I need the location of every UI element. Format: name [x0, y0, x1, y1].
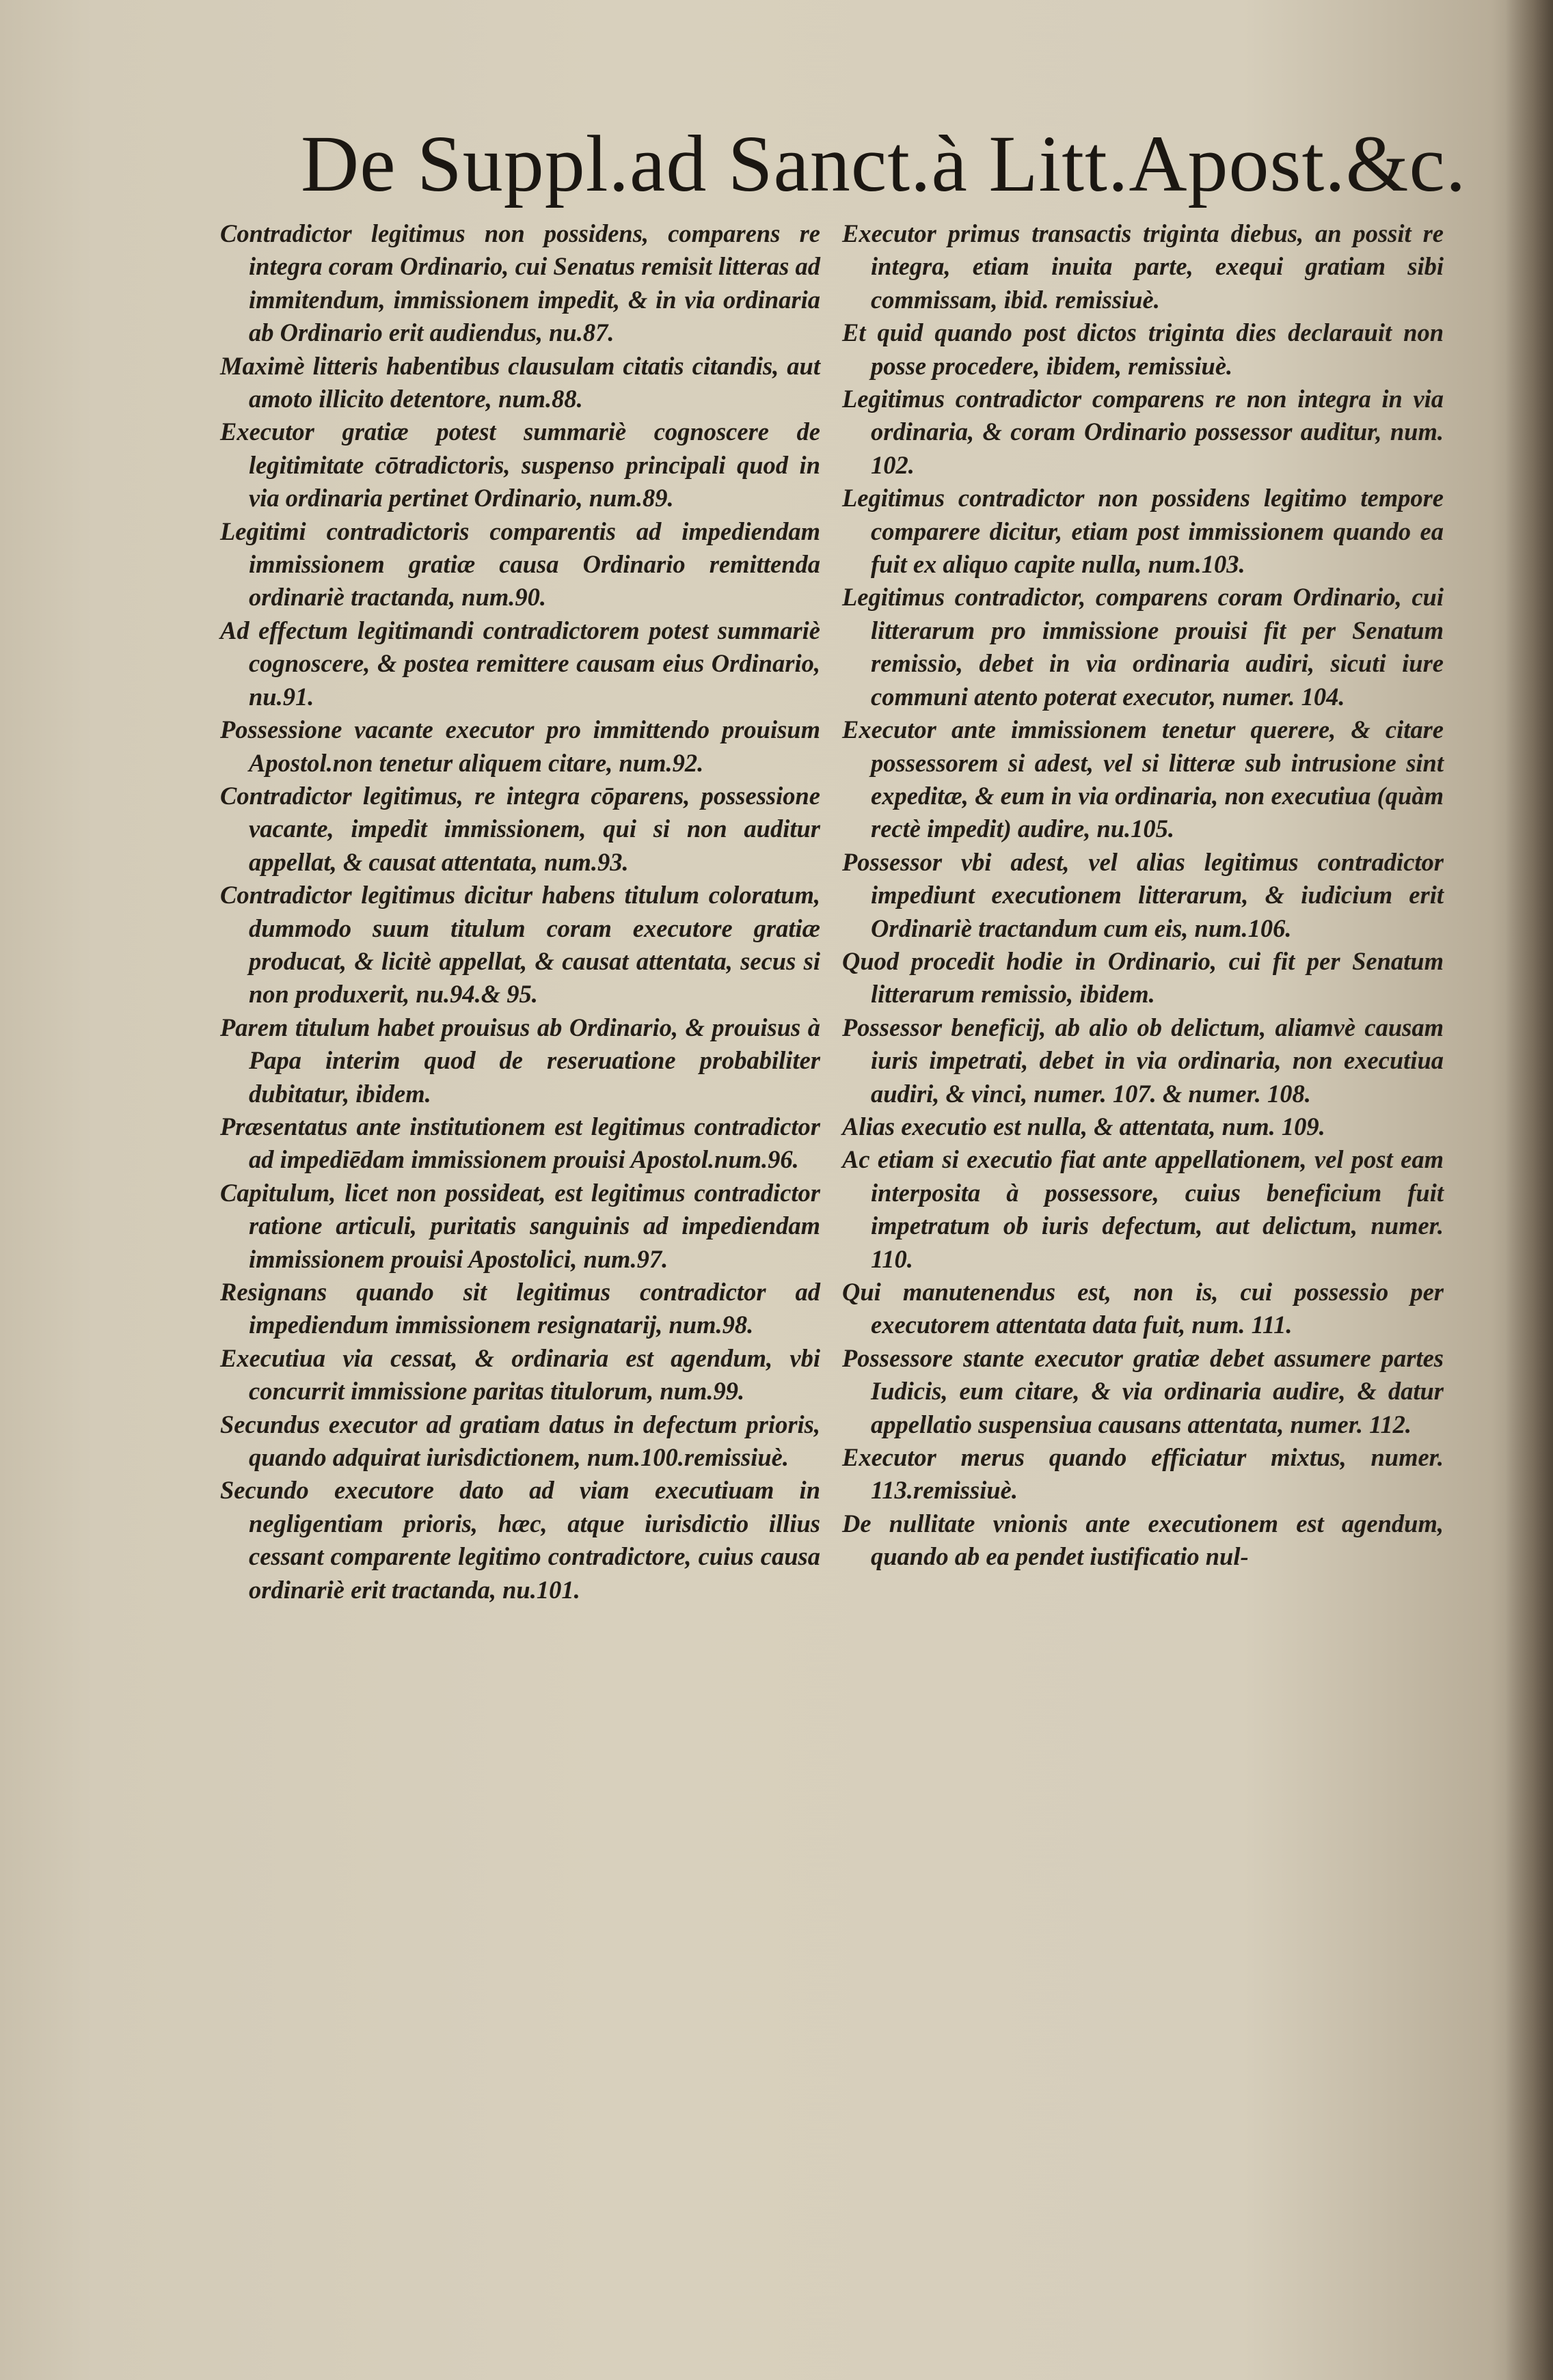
- index-entry: Contradictor legitimus, re integra cōparens, possessione vacante, impedit immissionem, qui si non auditur appellat, & causat attentata, num.93.: [220, 781, 820, 876]
- left-column: [220, 217, 820, 1606]
- index-entry: Præsentatus ante institutionem est legitimus contradictor ad impediēdam immissionem prouisi Apostol.num.96.: [220, 1112, 820, 1174]
- index-entry: Legitimi contradictoris comparentis ad impediendam immissionem gratiæ causa Ordinario remittenda ordinariè tractanda, num.90.: [220, 517, 820, 612]
- index-entry: Executor merus quando efficiatur mixtus, numer. 113.remissiuè.: [842, 1443, 1444, 1505]
- index-entry: Executor ante immissionem tenetur querere, & citare possessorem si adest, vel si litteræ sub intrusione sint expeditæ, & eum in via ordinaria, non executiua (quàm rectè impedit) audire, nu.105.: [842, 715, 1444, 843]
- index-entry: Qui manutenendus est, non is, cui possessio per executorem attentata data fuit, num. 111.: [842, 1278, 1444, 1339]
- index-entry: Ad effectum legitimandi contradictorem potest summariè cognoscere, & postea remittere causam eius Ordinario, nu.91.: [220, 616, 820, 711]
- index-entry: Possessor beneficij, ab alio ob delictum, aliamvè causam iuris impetrati, debet in via ordinaria, non executiua audiri, & vinci, numer. 107. & numer. 108.: [842, 1013, 1444, 1108]
- index-entry: Parem titulum habet prouisus ab Ordinario, & prouisus à Papa interim quod de reseruatione probabiliter dubitatur, ibidem.: [220, 1013, 820, 1108]
- index-entry: Contradictor legitimus dicitur habens titulum coloratum, dummodo suum titulum coram executore gratiæ producat, & licitè appellat, & causat attentata, secus si non produxerit, nu.94.& 95.: [220, 881, 820, 1009]
- index-entry: Maximè litteris habentibus clausulam citatis citandis, aut amoto illicito detentore, num.88.: [220, 351, 820, 413]
- index-entry: Quod procedit hodie in Ordinario, cui fit per Senatum litterarum remissio, ibidem.: [842, 946, 1444, 1009]
- index-entry: Legitimus contradictor non possidens legitimo tempore comparere dicitur, etiam post immissionem quando ea fuit ex aliquo capite nulla, num.103.: [842, 484, 1444, 579]
- index-entry: Possessor vbi adest, vel alias legitimus contradictor impediunt executionem litterarum, & iudicium erit Ordinariè tractandum cum eis, num.106.: [842, 847, 1444, 942]
- index-entry: Legitimus contradictor comparens re non integra in via ordinaria, & coram Ordinario possessor auditur, num. 102.: [842, 385, 1444, 479]
- index-entry: Executor gratiæ potest summariè cognoscere de legitimitate cōtradictoris, suspenso principali quod in via ordinaria pertinet Ordinario, num.89.: [220, 418, 820, 512]
- index-entry: Resignans quando sit legitimus contradictor ad impediendum immissionem resignatarij, num.98.: [220, 1278, 820, 1339]
- page-gutter-shadow: [1505, 0, 1553, 2380]
- index-entry: Capitulum, licet non possideat, est legitimus contradictor ratione articuli, puritatis sanguinis ad impediendam immissionem prouisi Apostolici, num.97.: [220, 1178, 820, 1273]
- index-entry: Contradictor legitimus non possidens, comparens re integra coram Ordinario, cui Senatus remisit litteras ad immitendum, immissionem impedit, & in via ordinaria ab Ordinario erit audiendus, nu.87.: [220, 219, 820, 347]
- index-entry: De nullitate vnionis ante executionem est agendum, quando ab ea pendet iustificatio nul-: [842, 1509, 1444, 1571]
- index-entry: Secundus executor ad gratiam datus in defectum prioris, quando adquirat iurisdictionem, num.100.remissiuè.: [220, 1410, 820, 1472]
- index-entry: Et quid quando post dictos triginta dies declarauit non posse procedere, ibidem, remissiuè.: [842, 318, 1444, 380]
- running-header: De Suppl.ad Sanct.à Litt.Apost.&c.: [301, 119, 1467, 208]
- index-entry: Executor primus transactis triginta diebus, an possit re integra, etiam inuita parte, exequi gratiam sibi commissam, ibid. remissiuè.: [842, 219, 1444, 314]
- right-column: [842, 217, 1444, 1574]
- index-entry: Legitimus contradictor, comparens coram Ordinario, cui litterarum pro immissione prouisi fit per Senatum remissio, debet in via ordinaria audiri, sicuti iure communi atento poterat executor, numer. 104.: [842, 583, 1444, 711]
- index-entry: Possessione vacante executor pro immittendo prouisum Apostol.non tenetur aliquem citare, num.92.: [220, 715, 820, 777]
- index-entry: Executiua via cessat, & ordinaria est agendum, vbi concurrit immissione paritas titulorum, num.99.: [220, 1343, 820, 1406]
- index-entry: Possessore stante executor gratiæ debet assumere partes Iudicis, eum citare, & via ordinaria audire, & datur appellatio suspensiua causans attentata, numer. 112.: [842, 1343, 1444, 1438]
- index-entry: Secundo executore dato ad viam executiuam in negligentiam prioris, hæc, atque iurisdictio illius cessant comparente legitimo contradictore, cuius causa ordinariè erit tractanda, nu.101.: [220, 1476, 820, 1604]
- index-entry: Ac etiam si executio fiat ante appellationem, vel post eam interposita à possessore, cuius beneficium fuit impetratum ob iuris defectum, aut delictum, numer. 110.: [842, 1145, 1444, 1273]
- index-entry: Alias executio est nulla, & attentata, num. 109.: [842, 1112, 1325, 1140]
